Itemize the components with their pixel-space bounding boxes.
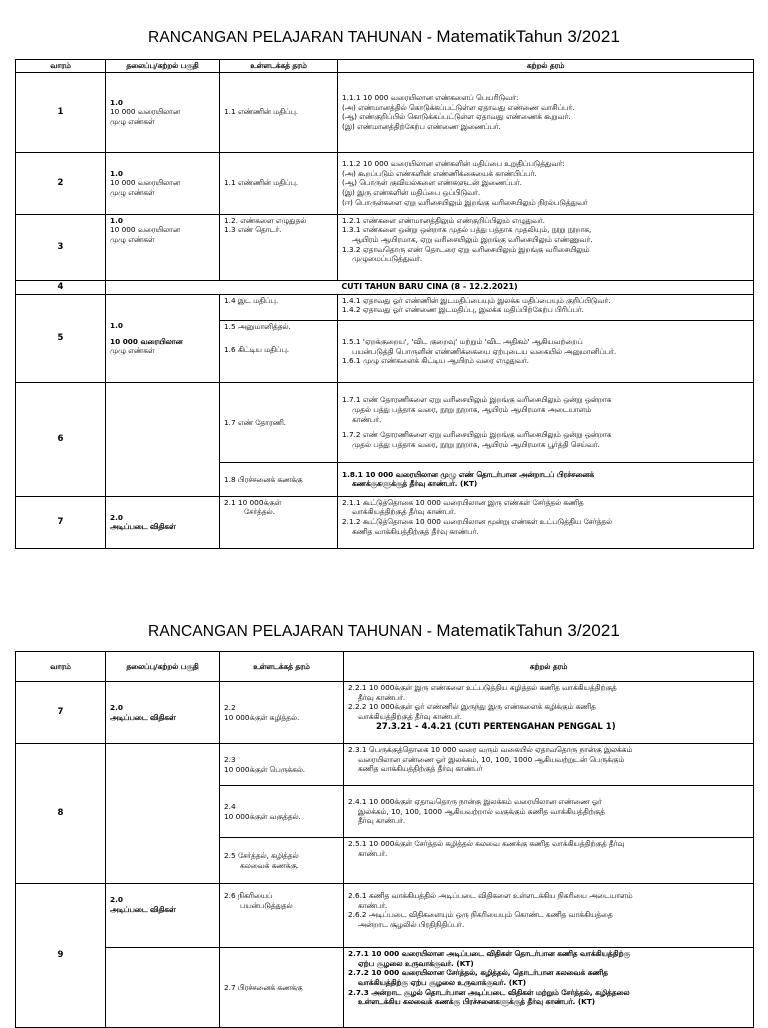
learning-standard-cell: 1.5.1 'ஏறக்குறைய', 'விட குறைவு' மற்றும் 'விட அதிகம்' ஆகியவற்றைப் பயன்படுத்தி பொருளின் எண்ணிக்கையை ஏற்புடைய வகையில் அனுமானிப்பர். 1.6.1 முழு எண்களைக் கிட்டிய ஆயிரம் வரை எழுதுவர். <box>338 320 754 382</box>
learning-standard-cell: 2.2.1 10 000க்குள் இரு எண்களை உட்படுத்திய கழித்தல் கணித வாக்கியத்திற்குத் தீர்வு காண்பர். 2.2.2 10 000க்குள் ஓர் எண்ணில் இருந்து இரு எண்களைக் கழிக்கும் கணித வாக்கியத்திற்குத் தீர்வு காண்பர். 27.3.21 - 4.4.21 (CUTI PERTENGAHAN PENGGAL 1) <box>344 682 754 744</box>
table-row <box>16 382 754 462</box>
page-title: RANCANGAN PELAJARAN TAHUNAN - MatematikTahun 3/2021 <box>148 27 620 46</box>
content-standard-cell: 2.6 நிகரியைப் பயன்படுத்துதல் <box>220 884 344 948</box>
learning-standard-cell: 2.5.1 10 000க்குள் சேர்த்தல் கழித்தல் கலவை கணக்கு கணித வாக்கியத்திற்குத் தீர்வு காண்பர். <box>344 838 754 884</box>
week-number: 7 <box>16 496 106 548</box>
week-number: 2 <box>16 152 106 214</box>
table-row <box>16 214 754 280</box>
plan-table-1 <box>15 59 754 549</box>
col-header-week: வாரம் <box>16 652 106 682</box>
content-standard-cell: 1.1 எண்ணின் மதிப்பு. <box>220 72 338 152</box>
content-standard-cell: 2.4 10 000க்குள் வகுத்தல். <box>220 786 344 838</box>
content-standard-cell: 2.7 பிரச்சனைக் கணக்கு <box>220 948 344 1028</box>
learning-standard-cell: 2.1.1 கூட்டுத்தொகை 10 000 வரையிலான இரு எண்கள் சேர்த்தல் கணித வாக்கியத்திற்குத் தீர்வு காண்பர். 2.1.2 கூட்டுத்தொகை 10 000 வரையிலான மூன்று எண்கள் உட்படுத்திய சேர்த்தல் கணித வாக்கியத்திற்குத் தீர்வு காண்பர். <box>338 496 754 548</box>
content-standard-cell: 2.5 சேர்த்தல், கழித்தல் கலவைக் கணக்கு. <box>220 838 344 884</box>
table-row <box>16 496 754 548</box>
learning-standard-cell: 1.8.1 10 000 வரையிலான முழு எண் தொடர்பான அன்றாடப் பிரச்சனைக் கணக்குகளுக்குத் தீர்வு காண்பர். (KT) <box>338 462 754 496</box>
learning-standard-cell: 2.6.1 கணித வாக்கியத்தில் அடிப்படை விதிகளை உள்ளடக்கிய நிகரியை அடையாளம் காண்பர். 2.6.2 அடிப்படை விதிகளையும் ஒரு நிகரியையும் கொண்ட கணித வாக்கியத்தை அன்றாட சூழலில் பிரதிநிதிப்பர். <box>344 884 754 948</box>
topic-cell <box>106 382 220 496</box>
learning-standard-cell: 1.2.1 எண்களை எண்மானத்திலும் எண்குறிப்பிலும் எழுதுவர். 1.3.1 எண்களை ஒன்று ஒன்றாக முதல் பத்து பத்தாக முதலியும், நூறு நூறாக, ஆயிரம் ஆயிரமாக, ஏறு வரிசையிலும் இறங்கு வரிசையிலும் எண்ணுவர். 1.3.2 ஏதாவதொரு எண் தொடரை ஏறு வரிசையிலும் இறங்கு வரிசையிலும் முழுமைப்படுத்துவர். <box>338 214 754 280</box>
week-number: 7 <box>16 682 106 744</box>
week-number: 5 <box>16 294 106 382</box>
table-row <box>16 294 754 320</box>
holiday-note: CUTI TAHUN BARU CINA (8 - 12.2.2021) <box>106 280 754 294</box>
learning-standard-cell: 1.1.1 10 000 வரையிலான எண்களைப் பெயரிடுவர்: (அ) எண்மானத்தில் கொடுக்கப்பட்டுள்ள ஏதாவது எண்ணை வாசிப்பர். (ஆ) எண்குறிப்பில் கொடுக்கப்பட்டுள்ள ஏதாவது எண்ணைக் கூறுவர். (இ) எண்மானத்திற்கேற்ப எண்ணை இணைப்பர். <box>338 72 754 152</box>
week-number: 4 <box>16 280 106 294</box>
topic-cell: 1.0 10 000 வரையிலான முழு எண்கள் <box>106 214 220 280</box>
table-row <box>16 682 754 744</box>
week-number: 3 <box>16 214 106 280</box>
col-header-learning-standard: கற்றல் தரம் <box>338 60 754 73</box>
topic-cell: 1.0 10 000 வரையிலான முழு எண்கள் <box>106 152 220 214</box>
col-header-topic: தலைப்பு/கற்றல் பகுதி <box>106 652 220 682</box>
topic-cell: 1.0 10 000 வரையிலான முழு எண்கள் <box>106 294 220 382</box>
learning-standard-cell: 2.7.1 10 000 வரையிலான அடிப்படை விதிகள் தொடர்பான கணித வாக்கியத்திற்கு ஏற்ப சூழலை உருவாக்குவர். (KT) 2.7.2 10 000 வரையிலான சேர்த்தல், கழித்தல், தொடர்பான கலவைக் கணித வாக்கியத்திற்கு ஏற்ப சூழலை உருவாக்குவர். (KT) 2.7.3 அன்றாட சூழல் தொடர்பான அடிப்படை விதிகள் மற்றும் சேர்த்தல், கழித்தலை உள்ளடக்கிய கலவைக் கணக்கு பிரச்சனைகளுக்குத் தீர்வு காண்பர். (KT) <box>344 948 754 1028</box>
table-row <box>16 744 754 786</box>
table-row <box>16 884 754 948</box>
content-standard-cell: 1.2. எண்களை எழுதுதல் 1.3 எண் தொடர். <box>220 214 338 280</box>
col-header-content-standard: உள்ளடக்கத் தரம் <box>220 60 338 73</box>
learning-standard-cell: 2.3.1 பெருக்குத்தொகை 10 000 வரை வரும் வகையில் ஏதாவதொரு நான்கு இலக்கம் வரையிலான எண்ணை ஓர் இலக்கம், 10, 100, 1000 ஆகியவற்றுடன் பெருக்கும் கணித வாக்கியத்திற்குத் தீர்வு காண்பர் <box>344 744 754 786</box>
week-number: 6 <box>16 382 106 496</box>
table-header-row <box>16 60 754 73</box>
content-standard-cell: 2.1 10 000க்குள் சேர்த்தல். <box>220 496 338 548</box>
holiday-note: 27.3.21 - 4.4.21 (CUTI PERTENGAHAN PENGGAL 1) <box>376 721 616 732</box>
content-standard-cell: 1.7 எண் தோரணி. <box>220 382 338 462</box>
week-number: 1 <box>16 72 106 152</box>
table-header-row <box>16 652 754 682</box>
content-standard-cell: 1.4 இட மதிப்பு. <box>220 294 338 320</box>
plan-table-2 <box>15 651 754 1028</box>
content-standard-cell: 1.5 அனுமானித்தல். 1.6 கிட்டிய மதிப்பு. <box>220 320 338 382</box>
table-row <box>16 72 754 152</box>
week-number: 8 <box>16 744 106 884</box>
content-standard-cell: 1.1 எண்ணின் மதிப்பு. <box>220 152 338 214</box>
topic-cell: 2.0 அடிப்படை விதிகள் <box>106 496 220 548</box>
content-standard-cell: 2.3 10 000க்குள் பெருக்கல். <box>220 744 344 786</box>
topic-cell: 2.0 அடிப்படை விதிகள் <box>106 884 220 948</box>
content-standard-cell: 1.8 பிரச்சனைக் கணக்கு <box>220 462 338 496</box>
table-row <box>16 280 754 294</box>
learning-standard-cell: 1.1.2 10 000 வரையிலான எண்களின் மதிப்பை உறுதிப்படுத்துவர்: (அ) கூறப்படும் எண்களின் எண்ணிக்கையைக் காண்பிப்பர். (ஆ) பொருள் குவியல்களை எண்களுடன் இணைப்பர். (இ) இரு எண்களின் மதிப்பை ஒப்பிடுவர். (ஈ) பொருள்களை ஏறு வரிசையிலும் இறங்கு வரிசையிலும் நிரல்படுத்துவர் <box>338 152 754 214</box>
topic-cell <box>106 948 220 1028</box>
content-standard-cell: 2.2 10 000க்குள் கழித்தல். <box>220 682 344 744</box>
topic-cell: 1.0 10 000 வரையிலான முழு எண்கள் <box>106 72 220 152</box>
learning-standard-cell: 1.7.1 எண் தோரணிகளை ஏறு வரிசையிலும் இறங்கு வரிசையிலும் ஒன்று ஒன்றாக முதல் பத்து பத்தாக வரை, நூறு நூறாக, ஆயிரம் ஆயிரமாக அடையாளம் காண்பர். 1.7.2 எண் தோரணிகளை ஏறு வரிசையிலும் இறங்கு வரிசையிலும் ஒன்று ஒன்றாக முதல் பத்து பத்தாக வரை, நூறு நூறாக, ஆயிரம் ஆயிரமாக பூர்த்தி செய்வர். <box>338 382 754 462</box>
topic-cell: 2.0 அடிப்படை விதிகள் <box>106 682 220 744</box>
col-header-learning-standard: கற்றல் தரம் <box>344 652 754 682</box>
table-row <box>16 152 754 214</box>
col-header-week: வாரம் <box>16 60 106 73</box>
learning-standard-cell: 1.4.1 ஏதாவது ஓர் எண்ணின் இடமதிப்பையும் இலக்க மதிப்பையும் குறிப்பிடுவர். 1.4.2 ஏதாவது ஓர் எண்ணை இடமதிப்பு, இலக்க மதிப்பிற்கேற்ப பிரிப்பர். <box>338 294 754 320</box>
topic-cell <box>106 744 220 884</box>
week-number: 9 <box>16 884 106 1028</box>
col-header-topic: தலைப்பு/கற்றல் பகுதி <box>106 60 220 73</box>
col-header-content-standard: உள்ளடக்கத் தரம் <box>220 652 344 682</box>
page-title: RANCANGAN PELAJARAN TAHUNAN - MatematikTahun 3/2021 <box>148 621 620 640</box>
learning-standard-cell: 2.4.1 10 000க்குள் ஏதாவதொரு நான்கு இலக்கம் வரையிலான எண்ணை ஓர் இலக்கம், 10, 100, 1000 ஆகியவற்றால் வகுக்கும் கணித வாக்கியத்திற்குத் தீர்வு காண்பர். <box>344 786 754 838</box>
table-row <box>16 948 754 1028</box>
